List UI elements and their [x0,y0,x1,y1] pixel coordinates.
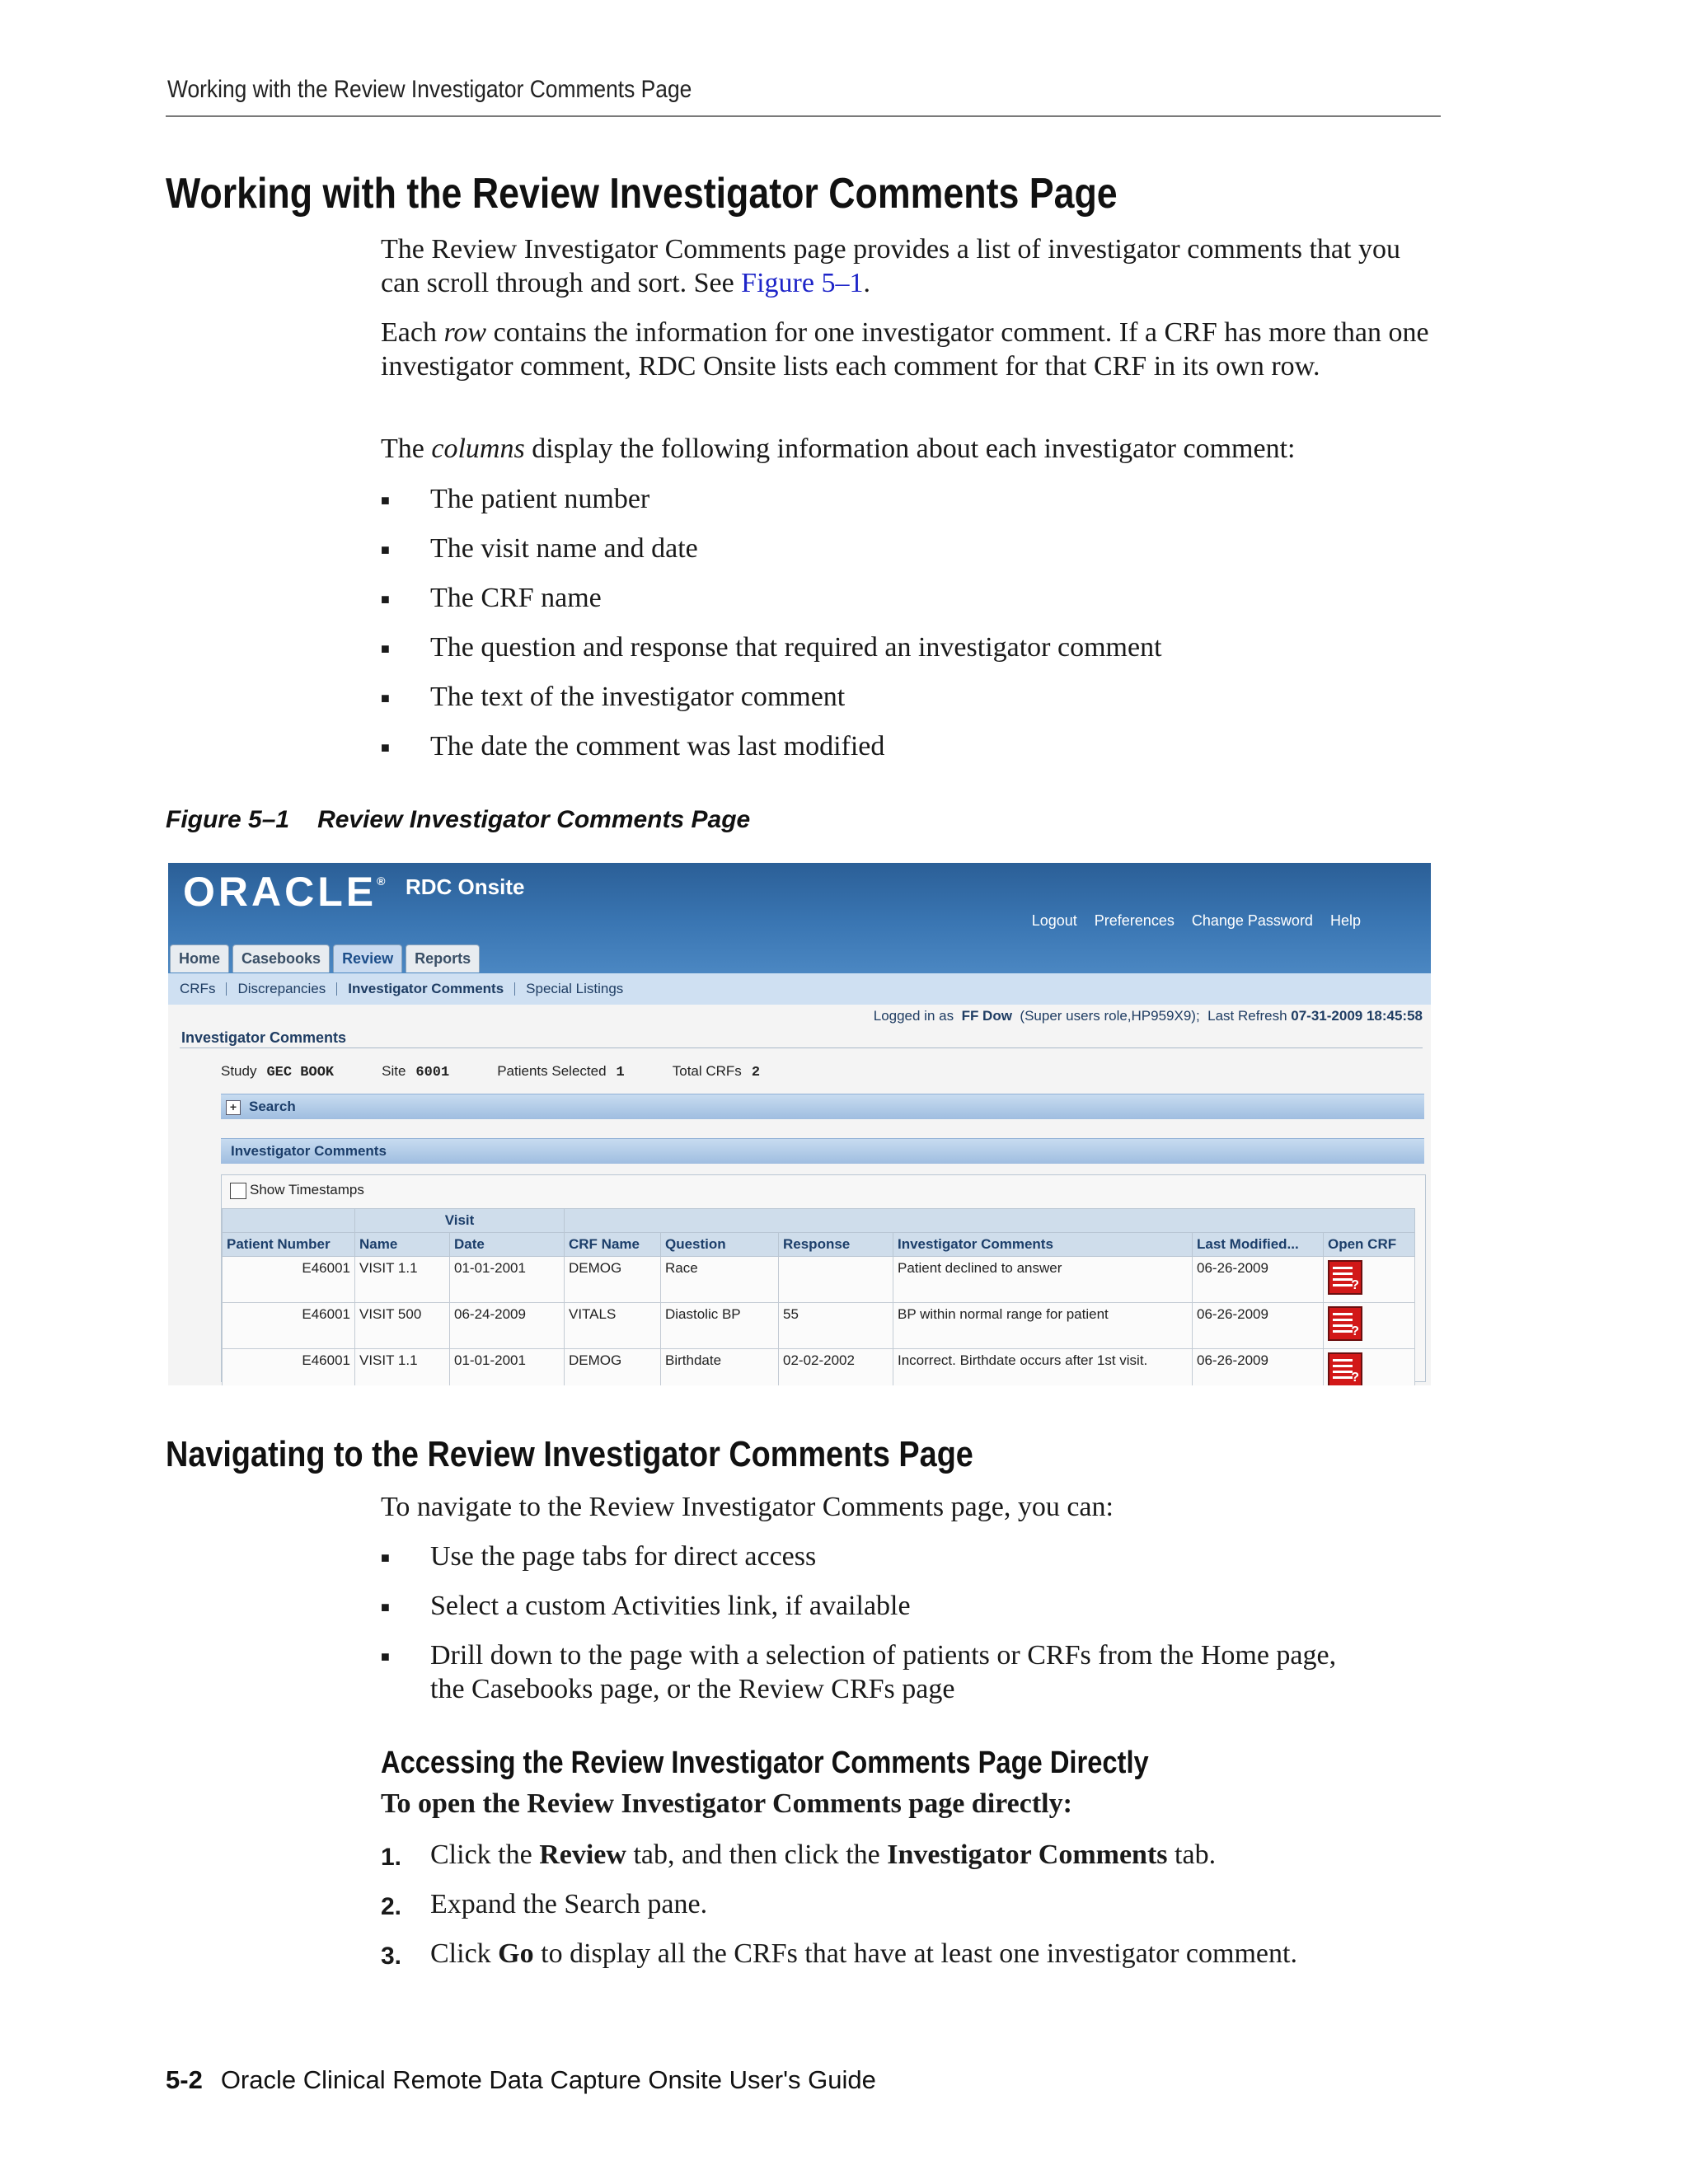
visit-name-cell: VISIT 1.1 [355,1257,450,1303]
app-screenshot [168,863,1431,1385]
response-cell: 02-02-2002 [779,1349,893,1386]
comment-cell: Patient declined to answer [893,1257,1193,1303]
subsection-title: Navigating to the Review Investigator Comments Page [166,1434,973,1474]
brand-header [168,863,1431,973]
patient-cell: E46001 [223,1303,355,1349]
column-header[interactable]: Name [355,1233,450,1257]
page-footer: 5-2 Oracle Clinical Remote Data Capture Onsite User's Guide [166,2065,876,2094]
table-row [223,1349,1415,1386]
bullet-icon: ■ [381,591,390,607]
blank-header [223,1209,355,1233]
tab-home[interactable]: Home [170,944,229,972]
app-name: RDC Onsite [406,874,525,899]
column-header[interactable]: Last Modified... [1193,1233,1324,1257]
response-cell: 55 [779,1303,893,1349]
visit-date-cell: 06-24-2009 [450,1303,565,1349]
header-rule [166,115,1441,117]
crf-name-cell: DEMOG [565,1257,661,1303]
section-title: Working with the Review Investigator Comments Page [166,170,1118,218]
visit-name-cell: VISIT 500 [355,1303,450,1349]
patient-cell: E46001 [223,1349,355,1386]
column-header[interactable]: Question [661,1233,779,1257]
procedure-heading: Accessing the Review Investigator Comments Page Directly [381,1746,1149,1780]
open-crf-icon[interactable] [1328,1260,1362,1295]
bullet-icon: ■ [381,640,390,657]
comments-pane-header: Investigator Comments [221,1138,1424,1164]
page-section-title: Investigator Comments [181,1029,347,1046]
global-links [1019,912,1361,930]
bullet-icon: ■ [381,1599,390,1615]
figure-link[interactable]: Figure 5–1 [741,268,864,298]
modified-cell: 06-26-2009 [1193,1349,1324,1386]
logout-link[interactable]: Logout [1031,912,1077,929]
study-context: Study GEC BOOK Site 6001 Patients Selected 1 Total CRFs 2 [221,1063,761,1080]
help-link[interactable]: Help [1329,912,1361,929]
bullet-icon: ■ [381,739,390,756]
figure-caption: Figure 5–1 Review Investigator Comments Page [166,806,751,833]
sub-tabs [168,973,1431,1005]
navigate-intro: To navigate to the Review Investigator Comments page, you can: [381,1492,1114,1522]
open-crf-icon[interactable] [1328,1306,1362,1341]
column-header[interactable]: CRF Name [565,1233,661,1257]
show-timestamps[interactable]: Show Timestamps [230,1182,364,1199]
visit-date-cell: 01-01-2001 [450,1349,565,1386]
row-paragraph: Each row contains the information for one investigator comment. If a CRF has more than one investigator comment, RDC Onsite lists each comment for that CRF in its own row. [381,317,1429,382]
bullet-icon: ■ [381,492,390,509]
oracle-logo: ORACLE® [183,869,386,915]
modified-cell: 06-26-2009 [1193,1257,1324,1303]
procedure-title: To open the Review Investigator Comments page directly: [381,1788,1072,1819]
crf-name-cell: VITALS [565,1303,661,1349]
column-header: Open CRF [1324,1233,1415,1257]
column-header[interactable]: Patient Number [223,1233,355,1257]
section-rule [180,1047,1423,1048]
column-header[interactable]: Investigator Comments [893,1233,1193,1257]
tab-review[interactable]: Review [333,944,402,972]
subtab-special-listings[interactable]: Special Listings [526,981,624,996]
response-cell [779,1257,893,1303]
patient-cell: E46001 [223,1257,355,1303]
comment-cell: BP within normal range for patient [893,1303,1193,1349]
question-cell: Birthdate [661,1349,779,1386]
bullet-icon: ■ [381,1648,390,1665]
open-crf-cell [1324,1303,1415,1349]
bullet-icon: ■ [381,690,390,706]
main-tabs [170,944,483,973]
column-header[interactable]: Response [779,1233,893,1257]
question-cell: Race [661,1257,779,1303]
visit-name-cell: VISIT 1.1 [355,1349,450,1386]
table-row [223,1303,1415,1349]
modified-cell: 06-26-2009 [1193,1303,1324,1349]
column-header[interactable]: Date [450,1233,565,1257]
comments-table-panel [221,1174,1426,1382]
preferences-link[interactable]: Preferences [1094,912,1175,929]
table-row [223,1257,1415,1303]
search-pane-header[interactable]: + Search [221,1094,1424,1119]
bullet-icon: ■ [381,541,390,558]
visit-date-cell: 01-01-2001 [450,1257,565,1303]
bullet-icon: ■ [381,1549,390,1566]
visit-group-header: Visit [355,1209,565,1233]
open-crf-cell [1324,1349,1415,1386]
comments-table [222,1208,1415,1385]
intro-paragraph: The Review Investigator Comments page provides a list of investigator comments that you can scroll through and sort. See Figure 5–1. [381,234,1400,298]
open-crf-icon[interactable] [1328,1352,1362,1385]
open-crf-cell [1324,1257,1415,1303]
tab-casebooks[interactable]: Casebooks [232,944,330,972]
crf-name-cell: DEMOG [565,1349,661,1386]
subtab-investigator-comments[interactable]: Investigator Comments [337,982,515,996]
question-cell: Diastolic BP [661,1303,779,1349]
comment-cell: Incorrect. Birthdate occurs after 1st visit. [893,1349,1193,1386]
login-status: Logged in as FF Dow (Super users role,HP959X9); Last Refresh 07-31-2009 18:45:58 [873,1008,1423,1024]
columns-paragraph: The columns display the following information about each investigator comment: [381,434,1296,464]
blank-header [565,1209,1415,1233]
tab-reports[interactable]: Reports [406,944,480,972]
expand-icon[interactable]: + [226,1100,241,1115]
subtab-discrepancies[interactable]: Discrepancies [227,982,337,996]
subtab-crfs[interactable]: CRFs [168,982,227,996]
change-password-link[interactable]: Change Password [1191,912,1313,929]
running-header: Working with the Review Investigator Comments Page [167,76,692,103]
timestamps-checkbox[interactable] [230,1183,246,1199]
